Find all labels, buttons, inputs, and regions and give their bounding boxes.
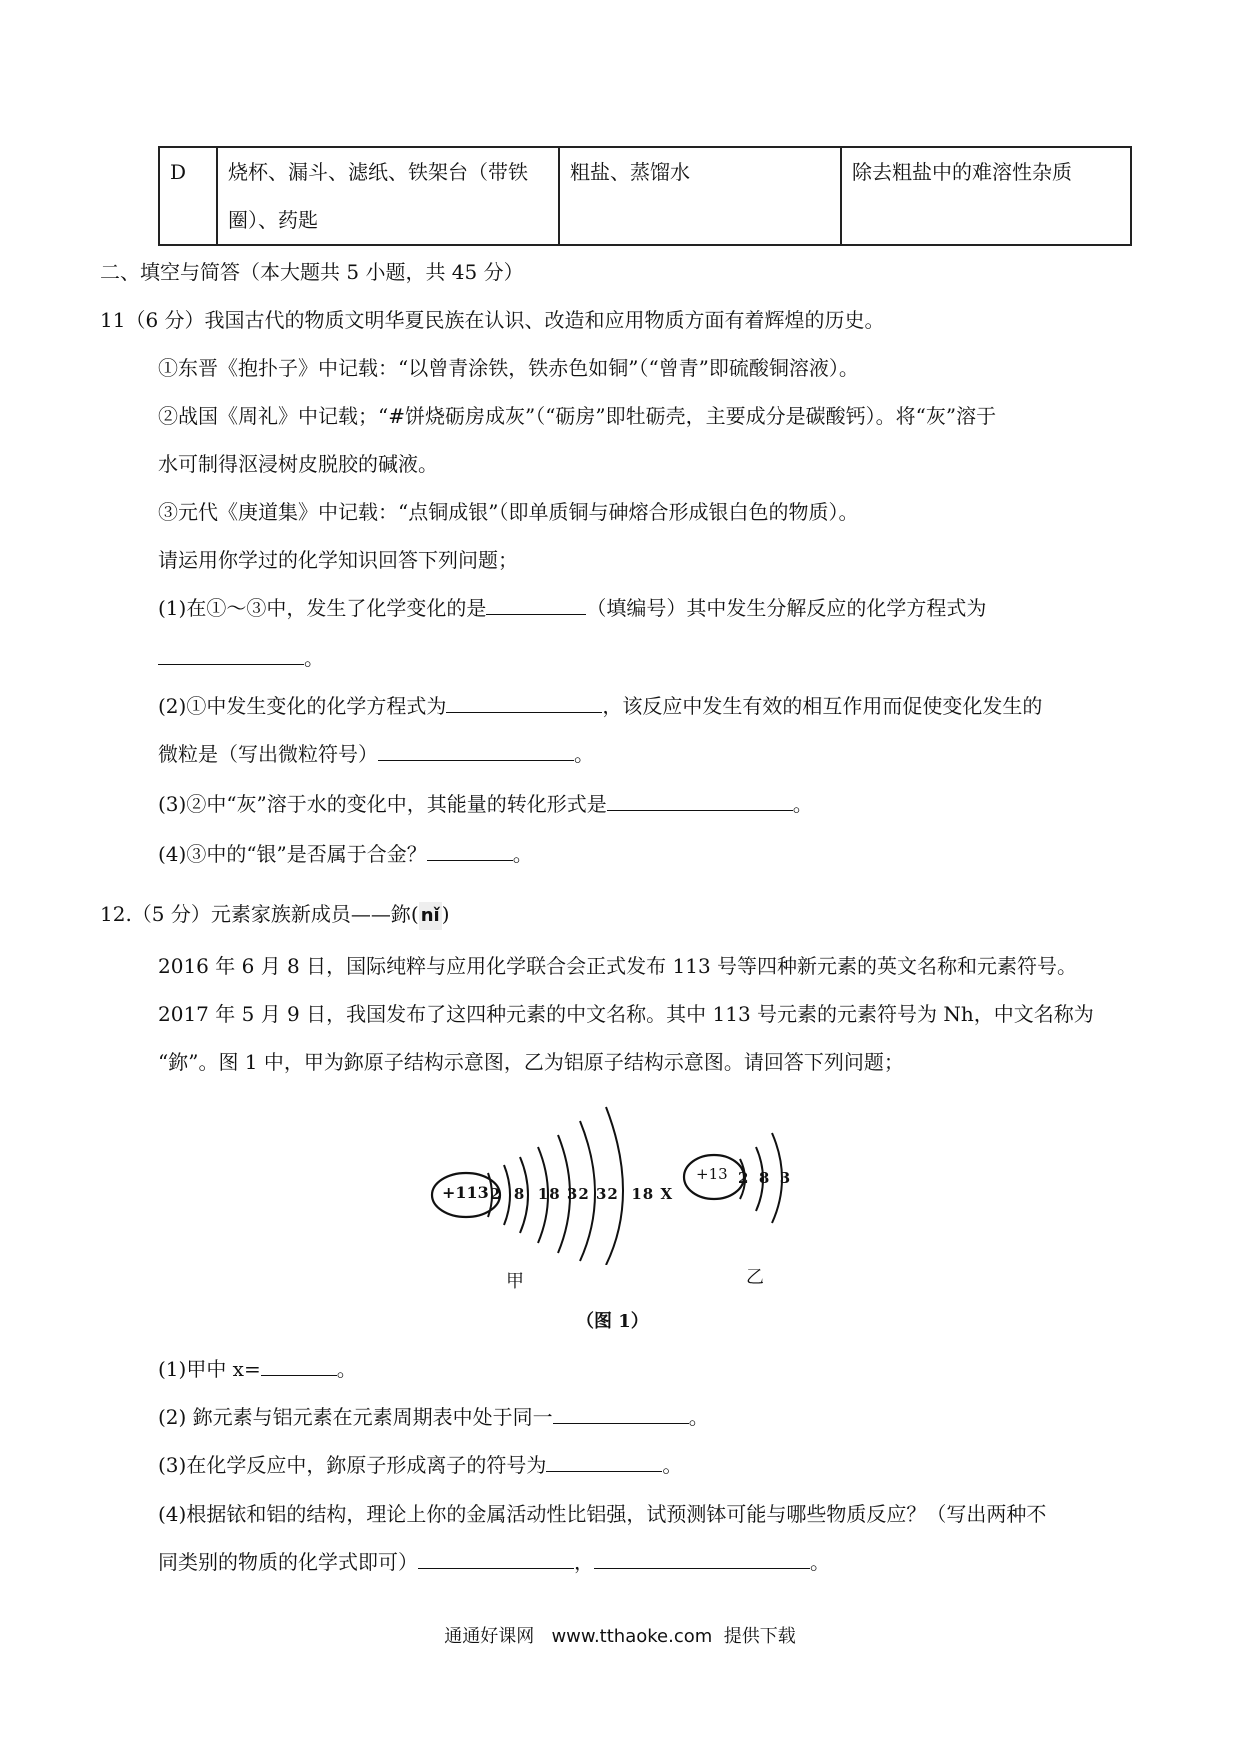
q11-part2-text-b: ，该反应中发生有效的相互作用而促使变化发生的	[602, 694, 1043, 718]
q12-part4-line2	[158, 1548, 830, 1576]
answer-blank[interactable]	[378, 740, 574, 761]
q11-part1-end: 。	[304, 646, 324, 670]
q12-stem-end: )	[441, 902, 450, 926]
row-label: D	[159, 147, 217, 245]
q12-part1	[158, 1355, 357, 1383]
shell-count: 8	[513, 1185, 526, 1203]
q12-part1-end: 。	[336, 1357, 357, 1381]
answer-blank[interactable]	[418, 1548, 574, 1569]
page-footer: 通通好课网 www.tthaoke.com 提供下载	[444, 1626, 796, 1647]
answer-blank[interactable]	[553, 1403, 689, 1424]
atomic-structure-figure	[430, 1095, 850, 1335]
q12-part3-end: 。	[662, 1453, 683, 1477]
equipment-line1: 烧杯、漏斗、滤纸、铁架台（带铁	[228, 160, 528, 184]
q11-item1: ①东晋《抱扑子》中记载：“以曾青涂铁，铁赤色如铜”（“曾青”即硫酸铜溶液）。	[158, 356, 859, 380]
q11-part1-text-a: (1)在①～③中，发生了化学变化的是	[158, 596, 487, 620]
q12-part2-end: 。	[688, 1405, 709, 1429]
shell-count: 32	[566, 1185, 590, 1203]
options-table	[158, 146, 1132, 246]
shell-count: 18	[631, 1185, 655, 1203]
al-nucleus-label: +13	[696, 1165, 728, 1183]
section-heading: 二、填空与简答（本大题共 5 小题，共 45 分）	[100, 260, 524, 284]
q11-part1	[158, 594, 986, 622]
q12-part4-text: 同类别的物质的化学式即可）	[158, 1550, 418, 1574]
q12-part4-line1: (4)根据铱和铝的结构，理论上你的金属活动性比铝强，试预测钵可能与哪些物质反应？（写出两种不	[158, 1502, 1047, 1526]
q11-stem: 11（6 分）我国古代的物质文明华夏民族在认识、改造和应用物质方面有着辉煌的历史。	[100, 308, 885, 332]
q12-para1: 2016 年 6 月 8 日，国际纯粹与应用化学联合会正式发布 113 号等四种新元素的英文名称和元素符号。	[158, 954, 1078, 978]
q11-part2	[158, 692, 1042, 720]
nh-nucleus-label: +113	[442, 1183, 489, 1202]
q11-part3	[158, 790, 813, 818]
answer-blank[interactable]	[261, 1355, 337, 1376]
purpose-cell: 除去粗盐中的难溶性杂质	[841, 147, 1131, 245]
shell-count: 3	[779, 1169, 791, 1187]
q12-stem	[100, 900, 450, 930]
q11-item2-line1: ②战国《周礼》中记载；“#饼烧砺房成灰”（“砺房”即牡砺壳，主要成分是碳酸钙）。将“灰”溶于	[158, 404, 997, 428]
answer-blank[interactable]	[607, 790, 793, 811]
q11-part2-text-a: (2)①中发生变化的化学方程式为	[158, 694, 447, 718]
answer-blank[interactable]	[158, 644, 304, 665]
answer-blank[interactable]	[546, 1451, 662, 1472]
q11-item2-line2: 水可制得沤浸树皮脱胶的碱液。	[158, 452, 438, 476]
q12-para2: 2017 年 5 月 9 日，我国发布了这四种元素的中文名称。其中 113 号元素的元素符号为 Nh，中文名称为	[158, 1002, 1094, 1026]
q12-part4-end: 。	[810, 1550, 830, 1574]
q12-part4-sep: ，	[574, 1550, 594, 1574]
al-diagram-label: 乙	[746, 1267, 764, 1288]
answer-blank[interactable]	[427, 840, 513, 861]
nh-shell-electrons	[490, 1185, 673, 1203]
q12-stem-text: 12.（5 分）元素家族新成员——鉨(	[100, 902, 419, 926]
reagents-cell: 粗盐、蒸馏水	[559, 147, 841, 245]
q12-part2-text: (2) 鉨元素与铝元素在元素周期表中处于同一	[158, 1405, 553, 1429]
shell-count: 18	[537, 1185, 561, 1203]
q12-part1-text: (1)甲中 x=	[158, 1357, 261, 1381]
al-shell-electrons	[738, 1169, 790, 1187]
q11-part4-end: 。	[512, 842, 533, 866]
shell-count: X	[660, 1185, 674, 1203]
q11-part1-text-b: （填编号）其中发生分解反应的化学方程式为	[586, 596, 987, 620]
answer-blank[interactable]	[446, 692, 602, 713]
q11-part4	[158, 840, 533, 868]
q11-part3-end: 。	[792, 792, 813, 816]
q11-part2-cont	[158, 740, 594, 768]
answer-blank[interactable]	[486, 594, 586, 615]
nh-diagram-label: 甲	[506, 1271, 524, 1292]
q11-part3-text: (3)②中“灰”溶于水的变化中，其能量的转化形式是	[158, 792, 607, 816]
nh-glyph-image: nǐ	[419, 902, 442, 930]
equipment-line2: 圈）、药匙	[228, 208, 318, 232]
q12-part3	[158, 1451, 682, 1479]
shell-count: 2	[738, 1169, 749, 1187]
q12-part3-text: (3)在化学反应中，鉨原子形成离子的符号为	[158, 1453, 547, 1477]
shell-count: 8	[758, 1169, 770, 1187]
answer-blank[interactable]	[594, 1548, 810, 1569]
table-row	[159, 147, 1131, 245]
q11-part2-end: 。	[574, 742, 594, 766]
shell-count: 32	[596, 1185, 619, 1203]
q11-prompt: 请运用你学过的化学知识回答下列问题；	[158, 548, 518, 572]
q11-part4-text: (4)③中的“银”是否属于合金？	[158, 842, 427, 866]
q11-item3: ③元代《庚道集》中记载：“点铜成银”（即单质铜与砷熔合形成银白色的物质）。	[158, 500, 859, 524]
shell-count: 2	[490, 1185, 502, 1203]
q12-part2	[158, 1403, 709, 1431]
figure-caption: （图 1）	[576, 1311, 649, 1332]
q11-part2-text-c: 微粒是（写出微粒符号）	[158, 742, 378, 766]
equipment-cell	[217, 147, 559, 245]
q12-para3: “鉨”。图 1 中，甲为鉨原子结构示意图，乙为铝原子结构示意图。请回答下列问题；	[158, 1050, 904, 1074]
q11-part1-cont	[158, 644, 324, 672]
